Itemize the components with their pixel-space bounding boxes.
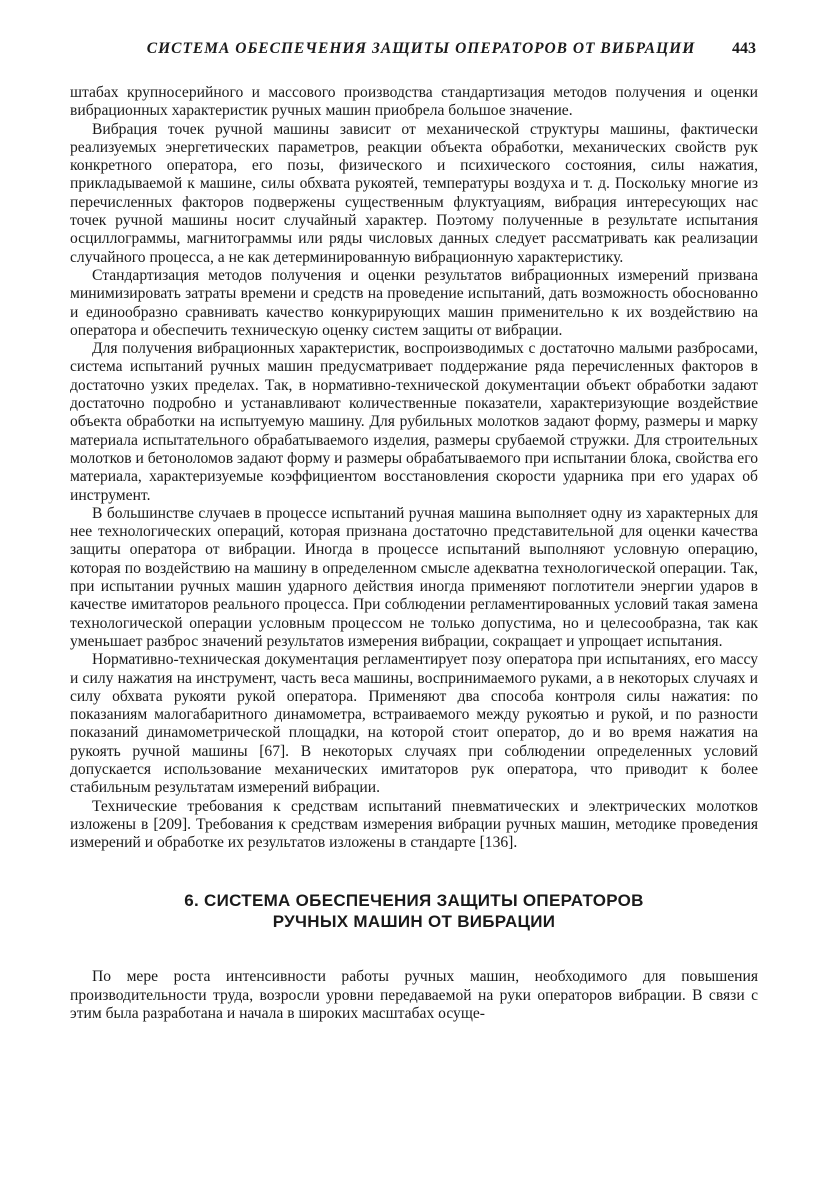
paragraph-technical-requirements: Технические требования к средствам испытаний пневматических и электрических молотков изложены в [209]. Требования к средствам измерения вибрации ручных машин, методике проведения измерений и обработке их результатов изложены в стандарте [136]. (70, 797, 758, 852)
body-text (70, 84, 758, 852)
section-heading-line-2: РУЧНЫХ МАШИН ОТ ВИБРАЦИИ (272, 912, 556, 932)
paragraph-standardization: Стандартизация методов получения и оценки результатов вибрационных измерений призвана минимизировать затраты времени и средств на проведение испытаний, дать возможность обоснованно и единообразно сравнивать качество конкурирующих машин применительно к их воздействию на оператора и обеспечить техническую оценку систем защиты от вибрации. (70, 266, 758, 339)
section-heading (70, 890, 758, 932)
paragraph-vibration-factors: Вибрация точек ручной машины зависит от механической структуры машины, фактически реализуемых энергетических параметров, реакции объекта обработки, механических свойств рук конкретного оператора, его позы, физического и психического состояния, силы нажатия, прикладываемой к машине, силы обхвата рукоятей, температуры воздуха и т. д. Поскольку многие из перечисленных факторов подвержены существенным флуктуациям, вибрация интересующих нас точек ручной машины носит случайный характер. Поэтому полученные в результате испытания осциллограммы, магнитограммы или ряды числовых данных следует рассматривать как реализации случайного процесса, а не как детерминированную вибрационную характеристику. (70, 120, 758, 266)
running-title: СИСТЕМА ОБЕСПЕЧЕНИЯ ЗАЩИТЫ ОПЕРАТОРОВ ОТ ВИБРАЦИИ (146, 40, 696, 57)
paragraph-operator-posture: Нормативно-техническая документация регламентирует позу оператора при испытаниях, его массу и силу нажатия на инструмент, часть веса машины, воспринимаемого руками, а в некоторых случаях и силу обхвата рукояти рукой оператора. Применяют два способа контроля силы нажатия: по показаниям малогабаритного динамометра, встраиваемого между рукоятью и рукой, и по разности показаний динамометрической площадки, на которой стоит оператор, до и во время нажатия на рукоять ручной машины [67]. В некоторых случаях при соблюдении определенных условий допускается использование механических имитаторов рук оператора, что приводит к более стабильным результатам измерений вибрации. (70, 651, 758, 797)
paragraph-section-intro: По мере роста интенсивности работы ручных машин, необходимого для повышения производительности труда, возросли уровни передаваемой на руки операторов вибрации. В связи с этим была разработана и начала в широких масштабах осуще- (70, 968, 758, 1023)
running-header (70, 40, 758, 68)
section-heading-line-1: 6. СИСТЕМА ОБЕСПЕЧЕНИЯ ЗАЩИТЫ ОПЕРАТОРОВ (184, 891, 644, 911)
paragraph-test-operations: В большинстве случаев в процессе испытаний ручная машина выполняет одну из характерных для нее технологических операций, которая признана достаточно представительной для оценки качества защиты оператора от вибрации. Иногда в процессе испытаний выполняют условную операцию, которая по воздействию на машину в определенном смысле адекватна технологической операции. Так, при испытании ручных машин ударного действия иногда применяют поглотители энергии ударов в качестве имитаторов реального процесса. При соблюдении регламентированных условий такая замена технологической операции условным процессом не только допустима, но и целесообразна, так как уменьшает разброс значений результатов измерения вибрации, сокращает и упрощает испытания. (70, 504, 758, 650)
paragraph-test-conditions: Для получения вибрационных характеристик, воспроизводимых с достаточно малыми разбросами, система испытаний ручных машин предусматривает поддержание ряда перечисленных факторов в достаточно узких пределах. Так, в нормативно-технической документации объект обработки задают достаточно подробно и устанавливают количественные показатели, характеризующие воздействие объекта обработки на испытуемую машину. Для рубильных молотков задают форму, размеры и марку материала испытательного обрабатываемого изделия, размеры срубаемой стружки. Для строительных молотков и бетоноломов задают форму и размеры обрабатываемого при испытании блока, свойства его материала, характеризуемые коэффициентом восстановления скорости ударника при его ударах об инструмент. (70, 340, 758, 504)
book-page (70, 40, 758, 1023)
page-number: 443 (732, 40, 756, 57)
paragraph-continuation: штабах крупносерийного и массового производства стандартизация методов получения и оценки вибрационных характеристик ручных машин приобрела большое значение. (70, 84, 758, 120)
